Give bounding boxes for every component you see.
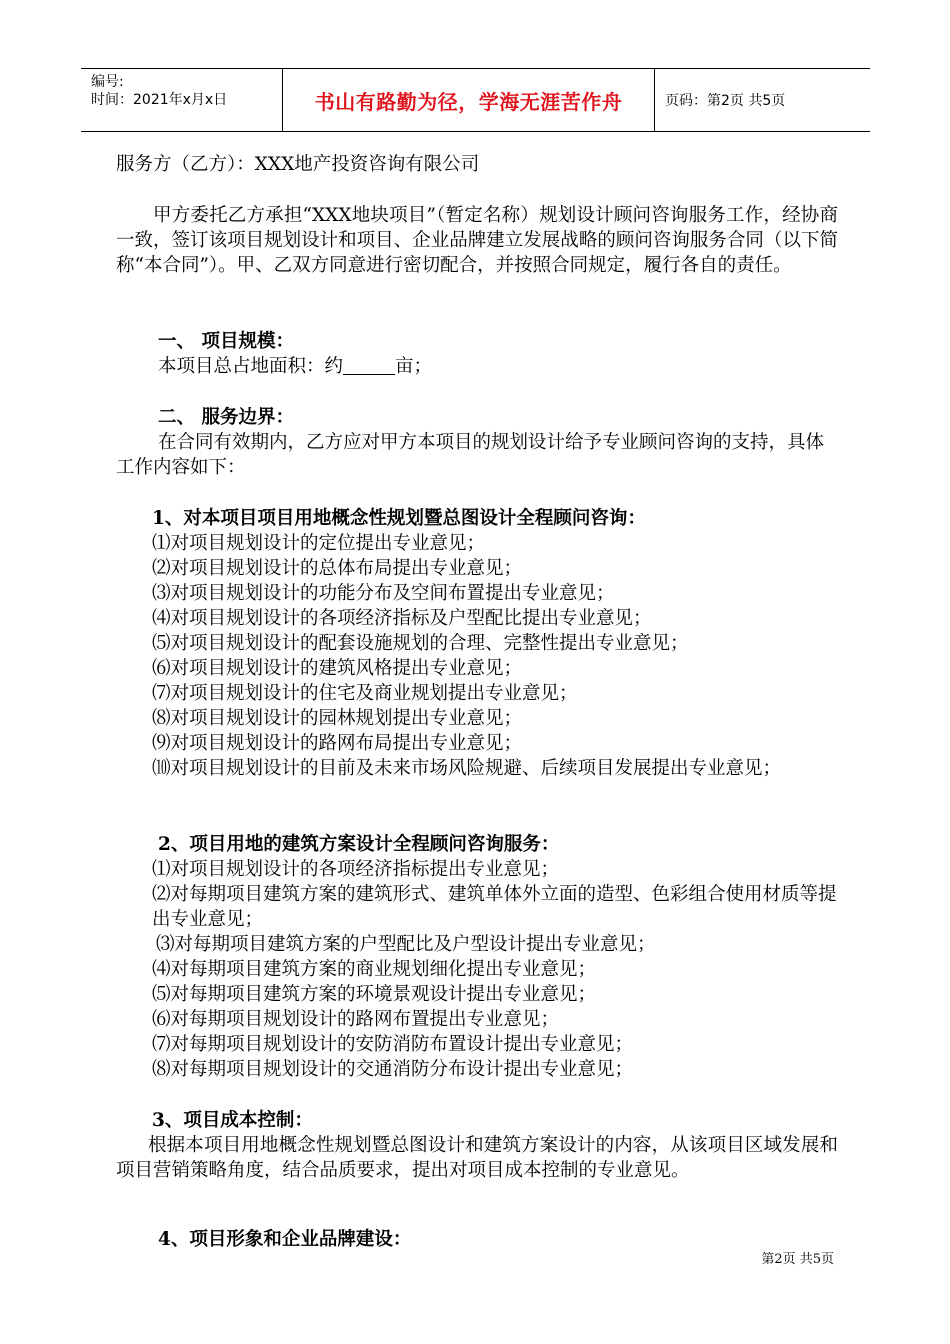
motto: 书山有路勤为径，学海无涯苦作舟 — [314, 89, 623, 114]
list-item: ⑺对项目规划设计的住宅及商业规划提出专业意见； — [152, 683, 578, 704]
item2-list — [152, 857, 838, 1082]
list-item: ⑽对项目规划设计的目前及未来市场风险规避、后续项目发展提出专业意见； — [152, 758, 782, 779]
list-item: ⑴对项目规划设计的定位提出专业意见； — [152, 533, 486, 554]
party-b-line: 服务方（乙方）：XXX地产投资咨询有限公司 — [116, 154, 480, 175]
list-item: ⑵对每期项目建筑方案的建筑形式、建筑单体外立面的造型、色彩组合使用材质等提出专业意见； — [152, 884, 837, 930]
area-blank — [343, 356, 395, 375]
section2-heading: 二、 服务边界： — [158, 407, 294, 428]
area-prefix: 本项目总占地面积：约 — [158, 356, 344, 377]
item3-heading: 3、项目成本控制： — [152, 1110, 313, 1131]
item3-text: 根据本项目用地概念性规划暨总图设计和建筑方案设计的内容，从该项目区域发展和项目营销策略角度，结合品质要求，提出对项目成本控制的专业意见。 — [116, 1135, 838, 1181]
page-label: 页码：第2页 共5页 — [665, 93, 786, 109]
list-item: ⑶对每期项目建筑方案的户型配比及户型设计提出专业意见； — [156, 934, 656, 955]
time-label: 时间：2021年x月x日 — [91, 92, 228, 108]
header-motto-cell — [282, 69, 655, 131]
number-label: 编号: — [91, 74, 124, 90]
list-item: ⑷对每期项目建筑方案的商业规划细化提出专业意见； — [152, 959, 597, 980]
list-item: ⑴对项目规划设计的各项经济指标提出专业意见； — [152, 859, 560, 880]
list-item: ⑵对项目规划设计的总体布局提出专业意见； — [152, 558, 523, 579]
item2-heading: 2、项目用地的建筑方案设计全程顾问咨询服务： — [158, 834, 560, 855]
list-item: ⑻对每期项目规划设计的交通消防分布设计提出专业意见； — [152, 1059, 634, 1080]
list-item: ⑶对项目规划设计的功能分布及空间布置提出专业意见； — [152, 583, 615, 604]
list-item: ⑸对项目规划设计的配套设施规划的合理、完整性提出专业意见； — [152, 633, 689, 654]
header-page-cell — [655, 69, 870, 131]
intro-paragraph: 甲方委托乙方承担“XXX地块项目”（暂定名称）规划设计顾问咨询服务工作，经协商一致，签订该项目规划设计和项目、企业品牌建立发展战略的顾问咨询服务合同（以下简称“本合同”）。甲、乙双方同意进行密切配合，并按照合同规定，履行各自的责任。 — [116, 205, 838, 276]
list-item: ⑹对每期项目规划设计的路网布置提出专业意见； — [152, 1009, 560, 1030]
page-header — [81, 68, 870, 132]
item1-heading: 1、对本项目项目用地概念性规划暨总图设计全程顾问咨询： — [152, 508, 646, 529]
section1-area-line — [158, 354, 838, 379]
list-item: ⑻对项目规划设计的园林规划提出专业意见； — [152, 708, 523, 729]
item1-list — [152, 531, 838, 781]
page-footer: 第2页 共5页 — [761, 1252, 834, 1267]
list-item: ⑸对每期项目建筑方案的环境景观设计提出专业意见； — [152, 984, 597, 1005]
list-item: ⑺对每期项目规划设计的安防消防布置设计提出专业意见； — [152, 1034, 634, 1055]
section1-heading: 一、 项目规模： — [158, 331, 294, 352]
section2-text: 在合同有效期内，乙方应对甲方本项目的规划设计给予专业顾问咨询的支持，具体工作内容如下： — [116, 432, 825, 478]
header-meta-cell — [81, 69, 282, 131]
list-item: ⑹对项目规划设计的建筑风格提出专业意见； — [152, 658, 523, 679]
list-item: ⑷对项目规划设计的各项经济指标及户型配比提出专业意见； — [152, 608, 652, 629]
list-item: ⑼对项目规划设计的路网布局提出专业意见； — [152, 733, 523, 754]
item4-heading: 4、项目形象和企业品牌建设： — [158, 1229, 412, 1250]
area-suffix: 亩； — [395, 356, 433, 377]
